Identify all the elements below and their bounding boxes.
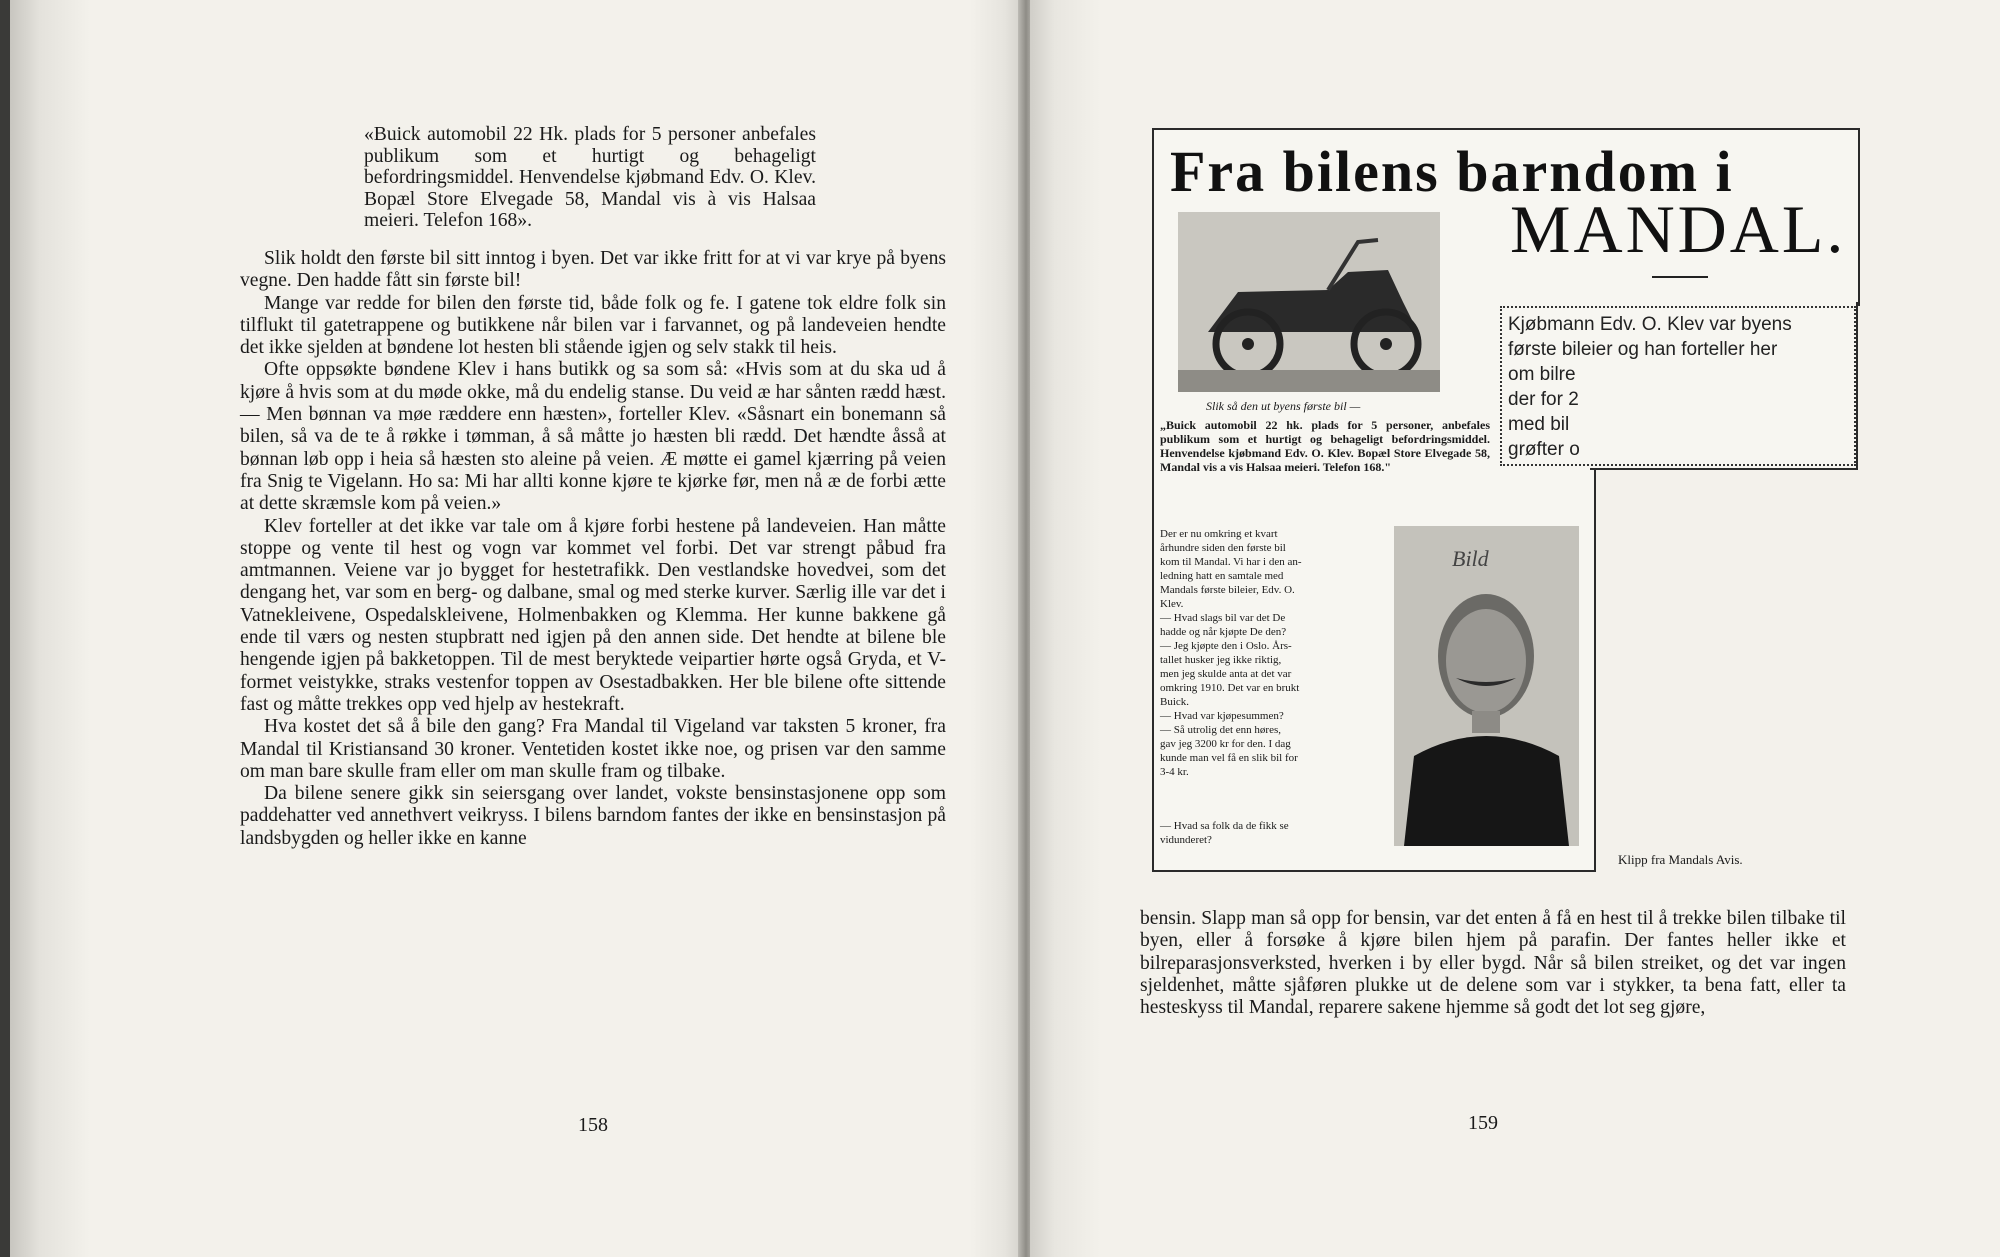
clipping-line: — Jeg kjøpte den i Oslo. Års- (1160, 640, 1292, 652)
page-number-left: 158 (578, 1114, 608, 1136)
box-line: der for 2 (1508, 389, 1579, 410)
advertisement-quote (364, 124, 816, 232)
box-line: om bilre (1508, 364, 1576, 385)
left-paragraph: Da bilene senere gikk sin seiersgang over landet, vokste bensinstasjonene opp som paddehatter ved annethvert veikryss. I bilens barndom fantes der ikke en bensinstasjon på landsbygden og heller ikke en kanne (240, 783, 946, 849)
headline-line-1: Fra bilens barndom i (1170, 139, 1734, 204)
clipping-line: hadde og når kjøpte De den? (1160, 626, 1287, 638)
portrait-photo (1394, 526, 1579, 846)
clipping-line: ledning hatt en samtale med (1160, 570, 1284, 582)
clipping-line: vidunderet? (1160, 834, 1212, 846)
car-photo-caption: Slik så den ut byens første bil — (1206, 399, 1361, 413)
box-line: første bileier og han forteller her (1508, 339, 1778, 360)
clipping-line: kunde man vel få en slik bil for (1160, 752, 1298, 764)
page-number-right: 159 (1468, 1112, 1498, 1134)
clipping-line: kom til Mandal. Vi har i den an- (1160, 556, 1302, 568)
clipping-line: Der er nu omkring et kvart (1160, 528, 1278, 540)
left-paragraph: Hva kostet det så å bile den gang? Fra Mandal til Vigeland var taksten 5 kroner, fra Mandal til Kristiansand 30 kroner. Ventetiden kostet ikke noe, og prisen var den samme om man bare skulle fram eller om man skulle fram og tilbake. (240, 716, 946, 782)
clipping-line: Klev. (1160, 598, 1184, 610)
newspaper-clipping (1152, 128, 1858, 868)
left-paragraph: Ofte oppsøkte bøndene Klev i hans butikk og sa som så: «Hvis som at du ska ud å kjøre å hvis som at du møde okke, må du endelig stanse. Du veid æ har sånten rædd hæst. — Men bønnan va møe ræddere enn hæsten», forteller Klev. «Såsnart ein bonemann så bilen, så va de te å røkke i tømman, å så måtte jo hæsten bli rædd. Det hændte åsså at bønnan løb opp i heia så hæsten sto aleine på veien. Æ møtte ei gamel kjærring på veien fra Snig te Vigelann. Ho sa: Mi har allti konne kjøre te kjørke før, men nå æ de forbi ætte at dette skræmsle kom på veien.» (240, 359, 946, 515)
clipping-line: — Hvad slags bil var det De (1160, 612, 1286, 624)
clipping-line: — Hvad sa folk da de fikk se (1160, 820, 1289, 832)
car-illustration (1178, 212, 1440, 392)
clipping-line: 3-4 kr. (1160, 766, 1189, 778)
clipping-line: men jeg skulde anta at det var (1160, 668, 1292, 680)
clipping-line: omkring 1910. Det var en brukt (1160, 682, 1300, 694)
handwritten-note: Bild (1452, 546, 1489, 571)
clipping-line: gav jeg 3200 kr for den. I dag (1160, 738, 1291, 750)
car-photo (1178, 212, 1440, 392)
portrait-illustration (1394, 526, 1579, 846)
clipping-line: Buick. (1160, 696, 1190, 708)
headline-line-2: MANDAL. (1510, 191, 1847, 267)
right-body-text (1140, 908, 1846, 1019)
left-paragraph: Slik holdt den første bil sitt inntog i byen. Det var ikke fritt for at vi var krye på byens vegne. Den hadde fått sin første bil! (240, 248, 946, 292)
clipping-line: — Så utrolig det enn høres, (1160, 724, 1281, 736)
clipping-source-caption: Klipp fra Mandals Avis. (1618, 852, 1743, 867)
clipping-ad-text: „Buick automobil 22 hk. plads for 5 personer, anbefales publikum som et hurtigt og behageligt befordringsmiddel. Henvendelse kjøbmand Edv. O. Klev. Bopæl Store Elvegade 58, Mandal vis a vis Halsaa meieri. Telefon 168." (1160, 418, 1490, 474)
box-line: med bil (1508, 414, 1570, 435)
clipping-line: Mandals første bileier, Edv. O. (1160, 584, 1295, 596)
clipping-line: tallet husker jeg ikke riktig, (1160, 654, 1282, 666)
headline-rule (1652, 276, 1708, 278)
left-paragraph: Klev forteller at det ikke var tale om å kjøre forbi hestene på landeveien. Han måtte stoppe og vente til hest og vogn var kommet vel forbi. Det var strengt påbud fra amtmannen. Veiene var jo bygget for hestetrafikk. Den vestlandske hovedvei, som det dengang het, var som en berg- og dalbane, smal og med sterke kurver. Særlig ille var det i Vatnekleivene, Ospedalskleivene, Holmenbakken og Klemma. Her kunne bakkene gå ende til værs og nesten stupbratt ned igjen på den annen side. Det hendte at bilene ble hengende igjen på bakketoppen. Til de mest beryktede veipartier hørte også Gryda, et V-formet veistykke, straks vestenfor toppen av Osestadbakken. Her ble bilene ofte sittende fast og måtte trekkes opp ved hjelp av hestekraft. (240, 515, 946, 715)
left-paragraph: Mange var redde for bilen den første tid, både folk og fe. I gatene tok eldre folk sin tilflukt til gatetrappene og butikkene når bilen var i farvannet, og på landeveien hendte det ikke sjelden at bøndene lot hesten bli stående igjen og selv stakk til heis. (240, 292, 946, 359)
right-paragraph: bensin. Slapp man så opp for bensin, var det enten å få en hest til å trekke bilen tilbake til byen, eller å forsøke å kjøre bilen hjem på parafin. Der fantes heller ikke et bilreparasjonsverksted, hverken i by eller bygd. Når så bilen streiket, og det var ingen sjeldenhet, måtte sjåføren plukke ut de delene som var i stykker, ta bena fatt, eller ta hesteskyss til Mandal, reparere sakene hjemme så godt det lot seg gjøre, (1140, 908, 1846, 1019)
quote-text: «Buick automobil 22 Hk. plads for 5 personer anbefales publikum som et hurtigt og behageligt befordringsmiddel. Henvendelse kjøbmand Edv. O. Klev. Bopæl Store Elvegade 58, Mandal vis à vis Halsaa meieri. Telefon 168». (364, 124, 816, 231)
left-body-text (240, 248, 946, 850)
clipping-line: — Hvad var kjøpesummen? (1160, 710, 1284, 722)
box-line: Kjøbmann Edv. O. Klev var byens (1508, 314, 1792, 335)
clipping-line: århundre siden den første bil (1160, 542, 1286, 554)
box-line: grøfter o (1508, 439, 1580, 460)
